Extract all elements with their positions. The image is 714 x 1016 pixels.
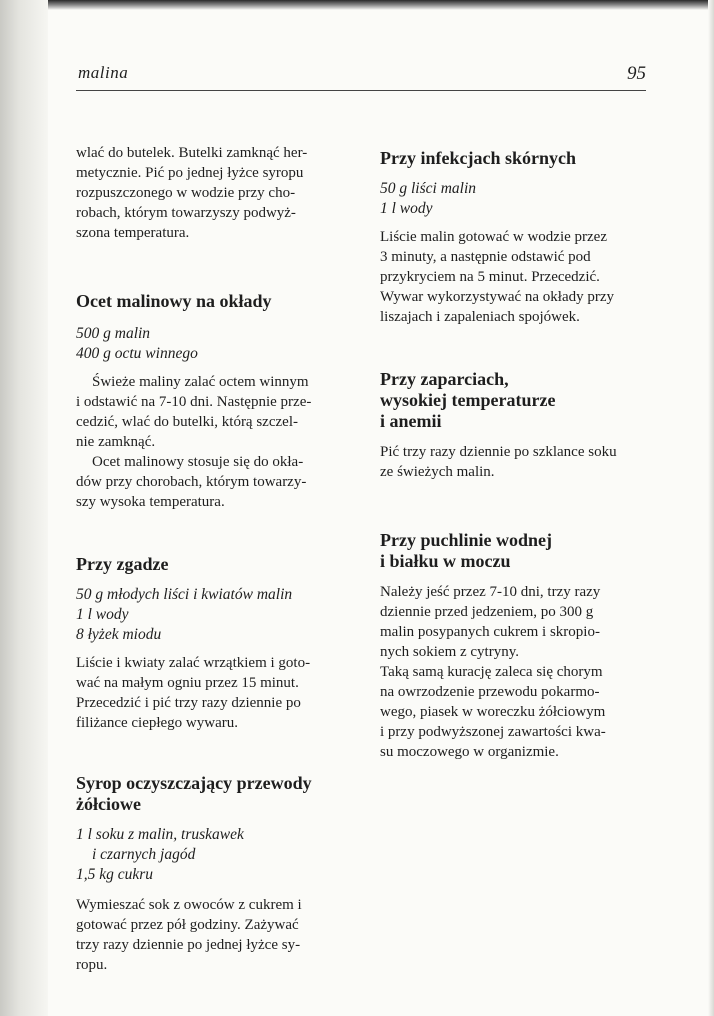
text-line: szy wysoka temperatura. (76, 494, 225, 510)
text-line: metycznie. Pić po jednej łyżce syropu (76, 165, 304, 181)
recipe-ocet (76, 291, 344, 512)
recipe-title (380, 530, 648, 572)
recipe-title: Przy infekcjach skórnych (380, 148, 576, 168)
title-line: Przy zaparciach, (380, 369, 509, 389)
recipe-syrop (76, 773, 344, 975)
ingredient: 1,5 kg cukru (76, 866, 154, 883)
text-line: rozpuszczonego w wodzie przy cho- (76, 185, 296, 201)
text-line: szona temperatura. (76, 225, 190, 241)
text-line: malin posypanych cukrem i skropio- (380, 624, 600, 640)
recipe-zgadze (76, 554, 344, 733)
text-line: nie zamknąć. (76, 434, 156, 450)
book-gutter (0, 0, 48, 1016)
recipe-infekcje (380, 148, 648, 327)
ingredient: 1 l wody (76, 606, 129, 623)
text-line: Ocet malinowy stosuje się do okła- (92, 454, 304, 470)
text-line: Liście i kwiaty zalać wrzątkiem i goto- (76, 655, 311, 671)
page-top-edge (0, 0, 714, 10)
right-column (380, 148, 648, 762)
text-line: wać na małym ogniu przez 15 minut. (76, 675, 299, 691)
text-line: Wymieszać sok z owoców z cukrem i (76, 897, 302, 913)
ingredient: 1 l wody (380, 200, 433, 217)
ingredient: 50 g młodych liści i kwiatów malin (76, 586, 293, 603)
title-line: Syrop oczyszczający przewody (76, 773, 312, 793)
text-line: i odstawić na 7-10 dni. Następnie prze- (76, 394, 312, 410)
text-line: ropu. (76, 957, 108, 973)
title-line: i białku w moczu (380, 551, 511, 571)
recipe-puchlina (380, 530, 648, 762)
text-line: filiżance ciepłego wywaru. (76, 715, 239, 731)
recipe-title (76, 773, 344, 815)
instructions (380, 442, 648, 482)
text-line: robach, którym towarzyszy podwyż- (76, 205, 296, 221)
instructions (76, 895, 344, 975)
text-line: cedzić, wlać do butelki, którą szczel- (76, 414, 298, 430)
text-line: Pić trzy razy dziennie po szklance soku (380, 444, 617, 460)
text-line: przykryciem na 5 minut. Przecedzić. (380, 269, 600, 285)
header-rule (76, 90, 646, 91)
left-column (76, 143, 344, 975)
ingredient: 8 łyżek miodu (76, 626, 162, 643)
text-line: 3 minuty, a następnie odstawić pod (380, 249, 591, 265)
ingredients (76, 825, 344, 885)
instructions (76, 653, 344, 733)
recipe-title (380, 369, 648, 432)
text-line: su moczowego w organizmie. (380, 744, 559, 760)
ingredient: 50 g liści malin (380, 180, 477, 197)
ingredient: i czarnych jagód (92, 846, 196, 863)
text-line: liszajach i zapaleniach spojówek. (380, 309, 580, 325)
instructions (76, 372, 344, 512)
title-line: żółciowe (76, 794, 141, 814)
recipe-zaparcia (380, 369, 648, 482)
page-right-edge (708, 0, 714, 1016)
text-line: i przy podwyższonej zawartości kwa- (380, 724, 606, 740)
running-title: malina (78, 63, 129, 82)
ingredients (76, 585, 344, 645)
text-line: Świeże maliny zalać octem winnym (92, 374, 309, 390)
text-line: Należy jeść przez 7-10 dni, trzy razy (380, 584, 601, 600)
page-number: 95 (627, 63, 646, 84)
ingredient: 500 g malin (76, 325, 151, 342)
text-line: Liście malin gotować w wodzie przez (380, 229, 607, 245)
title-line: wysokiej temperaturze (380, 390, 556, 410)
text-line: Przecedzić i pić trzy razy dziennie po (76, 695, 301, 711)
text-line: ze świeżych malin. (380, 464, 495, 480)
text-line: dziennie przed jedzeniem, po 300 g (380, 604, 594, 620)
text-line: Taką samą kurację zaleca się chorym (380, 664, 603, 680)
text-line: na owrzodzenie przewodu pokarmo- (380, 684, 600, 700)
instructions (380, 227, 648, 327)
title-line: i anemii (380, 411, 442, 431)
ingredients (380, 179, 648, 219)
text-line: Wywar wykorzystywać na okłady przy (380, 289, 615, 305)
instructions (380, 582, 648, 762)
text-line: nych sokiem z cytryny. (380, 644, 519, 660)
text-line: trzy razy dziennie po jednej łyżce sy- (76, 937, 301, 953)
ingredients (76, 324, 344, 364)
text-line: wego, piasek w woreczku żółciowym (380, 704, 606, 720)
recipe-title: Przy zgadze (76, 554, 169, 574)
recipe-title: Ocet malinowy na okłady (76, 291, 272, 311)
ingredient: 1 l soku z malin, truskawek (76, 826, 244, 843)
continuation-paragraph (76, 143, 344, 243)
title-line: Przy puchlinie wodnej (380, 530, 553, 550)
text-line: dów przy chorobach, którym towarzy- (76, 474, 307, 490)
text-line: gotować przez pół godziny. Zażywać (76, 917, 299, 933)
text-line: wlać do butelek. Butelki zamknąć her- (76, 145, 308, 161)
ingredient: 400 g octu winnego (76, 345, 198, 362)
